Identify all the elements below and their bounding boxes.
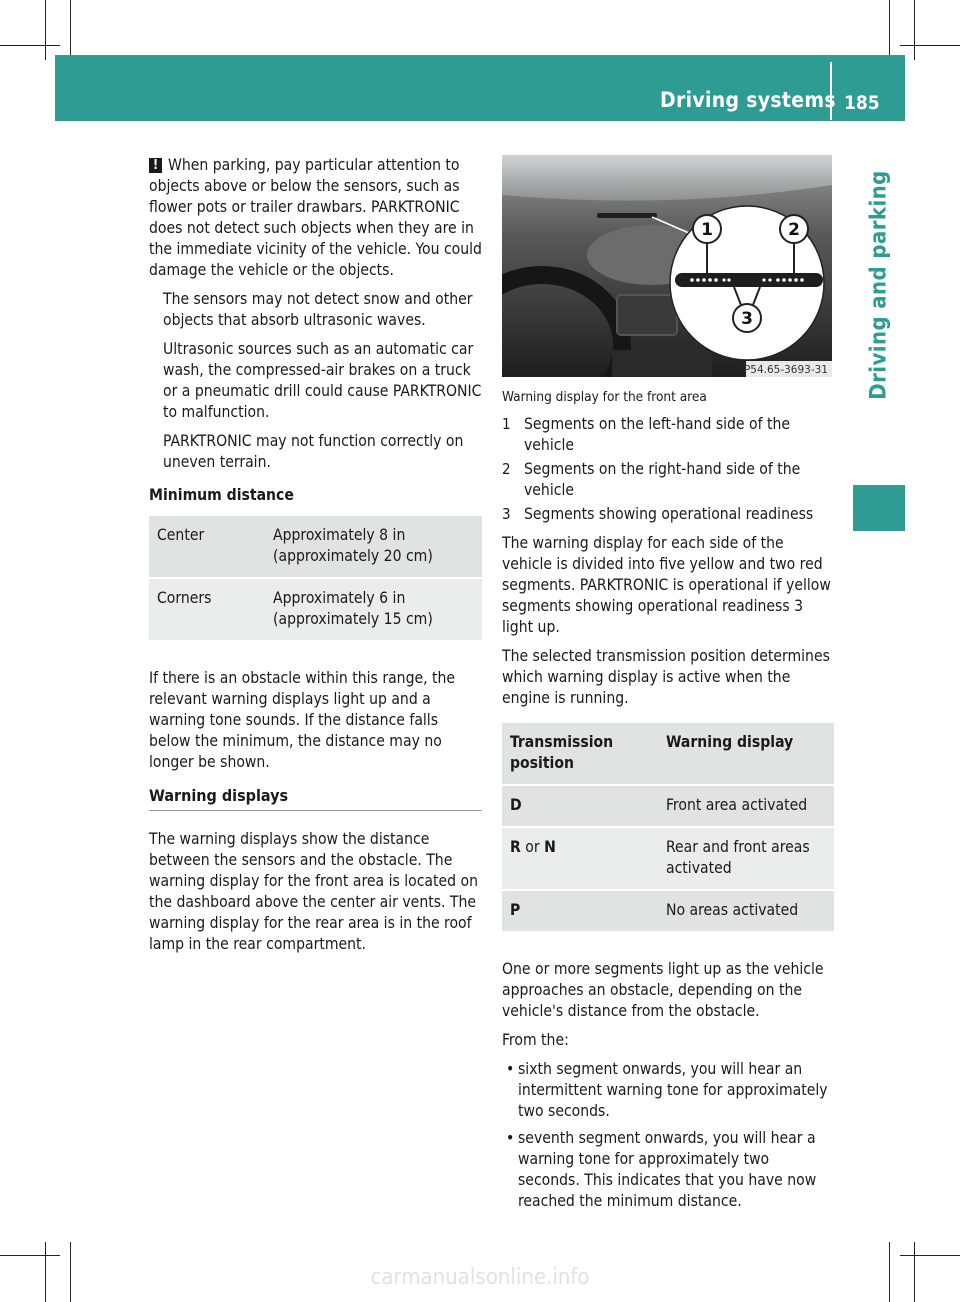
crop-mark: [900, 45, 960, 46]
table-header-cell: Transmission position: [502, 723, 658, 785]
table-cell-label: Corners: [149, 578, 265, 640]
watermark: carmanualsonline.info: [370, 1265, 590, 1290]
table-row: [502, 827, 834, 890]
table-cell-value: Approximately 6 in (approximately 15 cm): [265, 578, 482, 640]
right-column: [502, 155, 834, 1215]
legend-text: Segments on the left-hand side of the vehicle: [524, 415, 791, 454]
warning-paragraph: Ultrasonic sources such as an automatic car wash, the compressed-air brakes on a truck or a pneumatic drill could cause PARKTRONIC to malfunction.: [163, 340, 482, 421]
list-item: [502, 1059, 834, 1122]
legend-number: 2: [502, 460, 511, 478]
section-title: Driving systems: [660, 88, 836, 112]
legend-item: [502, 459, 834, 501]
dashboard-illustration: [502, 155, 832, 377]
figure-code: P54.65-3693-31: [743, 364, 828, 376]
side-tab: [853, 125, 905, 445]
legend-text: Segments showing operational readiness: [524, 505, 814, 523]
legend-number: 1: [502, 415, 511, 433]
figure-caption: Warning display for the front area: [502, 389, 707, 405]
table-row: [502, 785, 834, 827]
min-distance-heading: Minimum distance: [149, 486, 294, 504]
crop-mark: [889, 0, 890, 60]
warning-icon: !: [149, 158, 162, 173]
crop-mark: [914, 0, 915, 60]
table-cell-value: Approximately 8 in (approximately 20 cm): [265, 516, 482, 578]
legend-text: Segments on the right-hand side of the vehicle: [524, 460, 801, 499]
transmission-table: [502, 723, 834, 931]
table-cell-position: P: [502, 890, 658, 931]
list-item-text: seventh segment onwards, you will hear a warning tone for approximately two seconds. This indicates that you have now reached the minimum distance.: [518, 1129, 817, 1210]
table-header-cell: Warning display: [658, 723, 834, 785]
table-row: [149, 578, 482, 640]
position-or: or: [525, 838, 540, 856]
bullet-marker: •: [506, 1129, 515, 1147]
warning-block: [149, 155, 482, 281]
table-cell-label: Center: [149, 516, 265, 578]
segments-paragraph: [502, 533, 834, 638]
transmission-paragraph: The selected transmission position determines which warning display is active when the engine is running.: [502, 647, 830, 707]
callout-1-label: 1: [701, 220, 713, 240]
warning-paragraph: PARKTRONIC may not function correctly on uneven terrain.: [163, 432, 464, 471]
position-n: N: [544, 838, 556, 856]
table-header-row: [502, 723, 834, 785]
warning-displays-heading: Warning displays: [149, 785, 482, 811]
warning-paragraph: The sensors may not detect snow and other objects that absorb ultrasonic waves.: [163, 290, 473, 329]
callout-2-label: 2: [788, 220, 800, 240]
crop-mark: [900, 1255, 960, 1256]
min-distance-table: [149, 516, 482, 640]
list-item-text: sixth segment onwards, you will hear an intermittent warning tone for approximately two seconds.: [518, 1060, 828, 1120]
crop-mark: [45, 0, 46, 60]
legend-number: 3: [502, 505, 511, 523]
obstacle-paragraph: If there is an obstacle within this range, the relevant warning displays light up and a warning tone sounds. If the distance falls below the minimum, the distance may no longer be shown.: [149, 669, 456, 771]
table-cell-position: D: [502, 785, 658, 827]
segment-reference-number: 3: [794, 597, 804, 615]
segments-light-paragraph: One or more segments light up as the vehicle approaches an obstacle, depending on the vehicle's distance from the obstacle.: [502, 960, 824, 1020]
dashboard-photo: [502, 155, 832, 377]
position-r: R: [510, 838, 521, 856]
thumb-index-tab: [853, 485, 905, 531]
warning-text: When parking, pay particular attention to objects above or below the sensors, such as flower pots or trailer drawbars. PARKTRONIC does not detect such objects when they are in the immediate vicinity of the vehicle. You could damage the vehicle or the objects.: [149, 156, 482, 279]
crop-mark: [70, 0, 71, 60]
page-number: 185: [844, 92, 880, 114]
segments-text-end: light up.: [502, 618, 560, 636]
segments-text: The warning display for each side of the vehicle is divided into five yellow and two red segments. PARKTRONIC is operational if yellow segments showing operational readiness: [502, 534, 831, 615]
table-cell-display: Front area activated: [658, 785, 834, 827]
callout-3-label: 3: [741, 309, 753, 329]
table-cell-display: Rear and front areas activated: [658, 827, 834, 890]
table-row: [502, 890, 834, 931]
table-cell-position: [502, 827, 658, 890]
table-row: [149, 516, 482, 578]
legend-item: [502, 414, 834, 456]
from-the-label: From the:: [502, 1031, 569, 1049]
table-cell-display: No areas activated: [658, 890, 834, 931]
crop-mark: [0, 1255, 60, 1256]
list-item: [502, 1128, 834, 1212]
legend-item: [502, 504, 834, 525]
left-column: [149, 155, 482, 963]
warning-displays-paragraph: The warning displays show the distance between the sensors and the obstacle. The warning display for the front area is located on the dashboard above the center air vents. The warning display for the rear area is in the roof lamp in the rear compartment.: [149, 830, 478, 953]
bullet-marker: •: [506, 1060, 515, 1078]
crop-mark: [0, 45, 60, 46]
side-tab-label: Driving and parking: [866, 170, 892, 400]
